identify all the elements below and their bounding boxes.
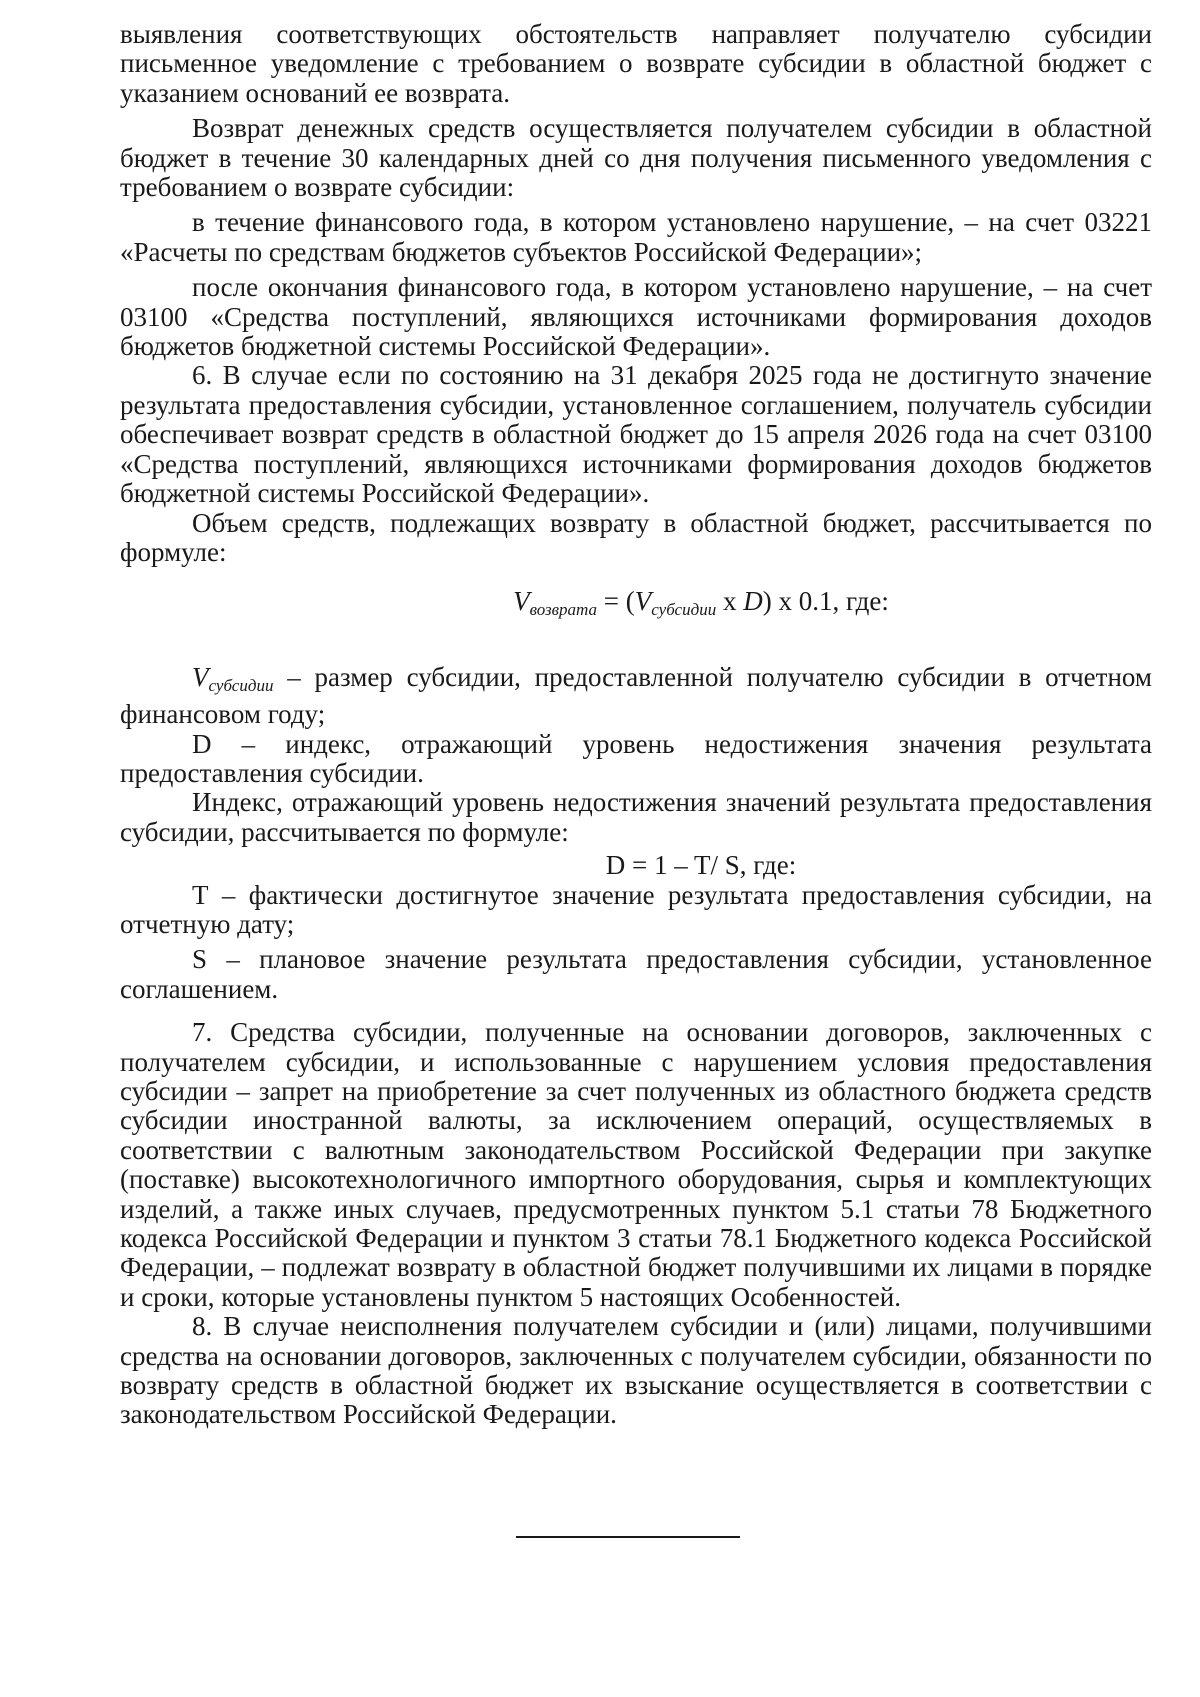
formula-var-d: D <box>743 586 763 617</box>
paragraph-volume-intro: Объем средств, подлежащих возврату в областной бюджет, рассчитывается по формуле: <box>120 507 1152 567</box>
paragraph-d-definition: D – индекс, отражающий уровень недостижения значения результата предоставления субсидии. <box>120 728 1152 788</box>
paragraph-account-03221: в течение финансового года, в котором установлено нарушение, – на счет 03221 «Расчеты по средствам бюджетов субъектов Российской Федерации»; <box>120 207 1152 267</box>
formula-index-d: D = 1 – T/ S, где: <box>605 850 797 881</box>
paragraph-return-term: Возврат денежных средств осуществляется получателем субсидии в областной бюджет в течение 30 календарных дней со дня получения письменного уведомления с требованием о возврате субсидии: <box>120 113 1152 203</box>
paragraph-t-definition: Т – фактически достигнутое значение результата предоставления субсидии, на отчетную дату; <box>120 879 1152 939</box>
paragraph-item-8: 8. В случае неисполнения получателем субсидии и (или) лицами, получившими средства на основании договоров, заключенных с получателем субсидии, обязанности по возврату средств в областной бюджет их взыскание осуществляется в соответствии с законодательством Российской Федерации. <box>120 1311 1152 1430</box>
document-page <box>120 20 1152 1430</box>
paragraph-account-03100: после окончания финансового года, в котором установлено нарушение, – на счет 03100 «Средства поступлений, являющихся источниками формирования доходов бюджетов бюджетной системы Российской Федерации». <box>120 272 1152 362</box>
paragraph-item-7: 7. Средства субсидии, полученные на основании договоров, заключенных с получателем субсидии, и использованные с нарушением условия предоставления субсидии – запрет на приобретение за счет полученных из областного бюджета средств субсидии иностранной валюты, за исключением операций, осуществляемых в соответствии с валютным законодательством Российской Федерации при закупке (поставке) высокотехнологичного импортного оборудования, сырья и комплектующих изделий, а также иных случаев, предусмотренных пунктом 5.1 статьи 78 Бюджетного кодекса Российской Федерации и пунктом 3 статьи 78.1 Бюджетного кодекса Российской Федерации, – подлежат возврату в областной бюджет получившими их лицами в порядке и сроки, которые установлены пунктом 5 настоящих Особенностей. <box>120 1017 1152 1312</box>
formula-eq-open: = ( <box>597 586 635 617</box>
formula-var-v-subsidy: V <box>634 586 652 617</box>
definition-var-v: V <box>192 661 209 692</box>
formula-return-volume <box>120 587 1152 624</box>
paragraph-item-6: 6. В случае если по состоянию на 31 декабря 2025 года не достигнуто значение результата предоставления субсидии, установленное соглашением, получатель субсидии обеспечивает возврат средств в областной бюджет до 15 апреля 2026 года на счет 03100 «Средства поступлений, являющихся источниками формирования доходов бюджетов бюджетной системы Российской Федерации». <box>120 360 1152 509</box>
paragraph-s-definition: S – плановое значение результата предоставления субсидии, установленное соглашением. <box>120 944 1152 1004</box>
paragraph-index-intro: Индекс, отражающий уровень недостижения значений результата предоставления субсидии, рассчитывается по формуле: <box>120 787 1152 847</box>
paragraph-return-notice: выявления соответствующих обстоятельств направляет получателю субсидии письменное уведомление с требованием о возврате субсидии в областной бюджет с указанием оснований ее возврата. <box>120 19 1152 108</box>
formula-times: х <box>716 586 744 617</box>
formula-tail: ) х 0.1, где: <box>762 586 889 617</box>
definition-sub-subsidy: субсидии <box>208 675 274 695</box>
definition-text: – размер субсидии, предоставленной получателю субсидии в отчетном финансовом году; <box>120 661 1152 730</box>
paragraph-v-subsidy-definition <box>120 663 1152 730</box>
formula-var-v: V <box>513 586 530 617</box>
formula-sub-return: возврата <box>529 600 598 620</box>
formula-sub-subsidy: субсидии <box>651 600 717 620</box>
end-divider-line <box>516 1536 740 1538</box>
